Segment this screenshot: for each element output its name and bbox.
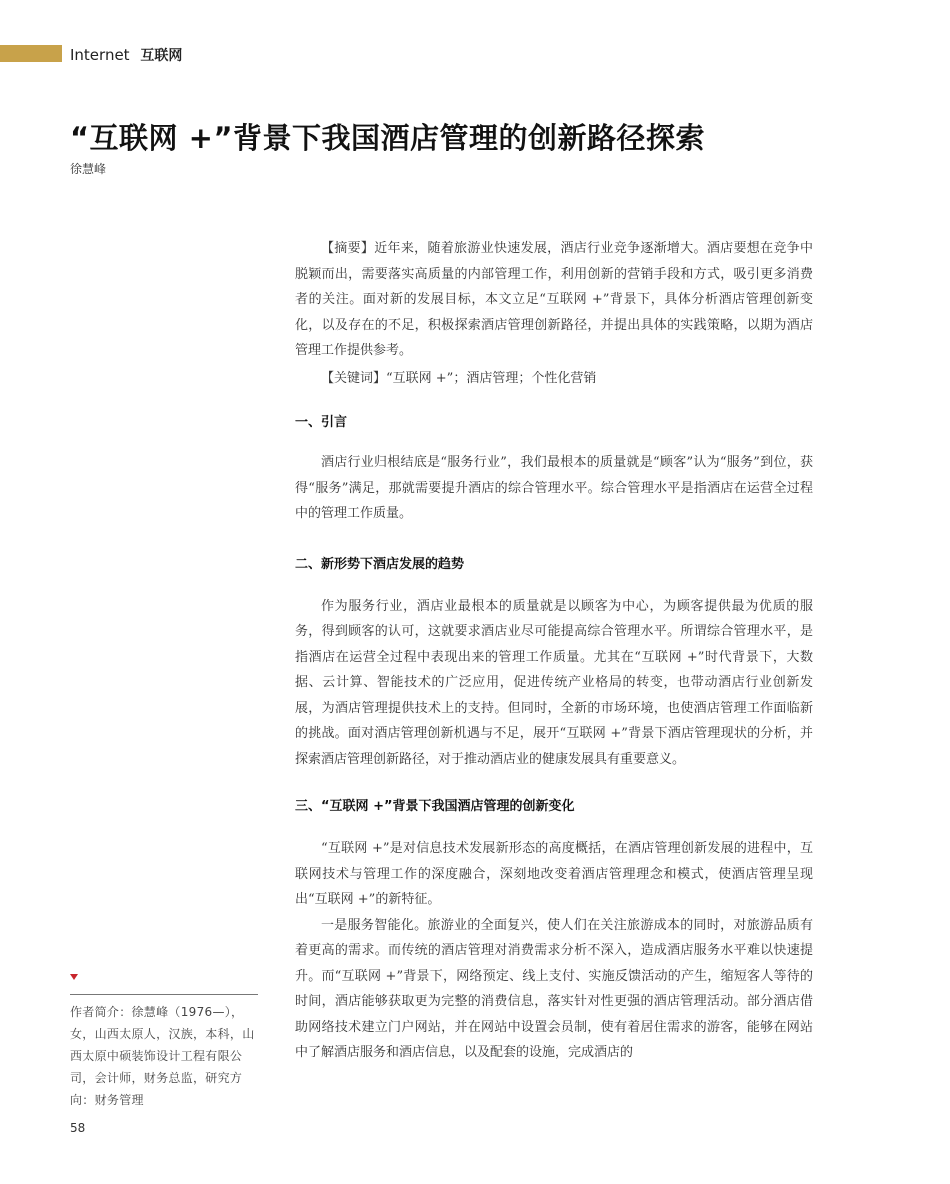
paragraph: 酒店行业归根结底是“服务行业”，我们最根本的质量就是“顾客”认为“服务”到位，获得“服务”满足，那就需要提升酒店的综合管理水平。综合管理水平是指酒店在运营全过程中的管理工作质量。	[295, 455, 813, 521]
section-heading: 一、引言	[295, 415, 348, 430]
section-accent-bar	[0, 45, 62, 62]
paragraph: 作为服务行业，酒店业最根本的质量就是以顾客为中心，为顾客提供最为优质的服务，得到顾客的认可，这就要求酒店业尽可能提高综合管理水平。所谓综合管理水平，是指酒店在运营全过程中表现出来的管理工作质量。尤其在“互联网 +”时代背景下，大数据、云计算、智能技术的广泛应用，促进传统产业格局的转变，也带动酒店行业创新发展，为酒店管理提供技术上的支持。但同时，全新的市场环境，也使酒店管理工作面临新的挑战。面对酒店管理创新机遇与不足，展开“互联网 +”背景下酒店管理现状的分析，并探索酒店管理创新路径，对于推动酒店业的健康发展具有重要意义。	[295, 598, 813, 767]
article-title: “互联网 +”背景下我国酒店管理的创新路径探索	[70, 121, 706, 155]
author-bio: 作者简介：徐慧峰（1976—），女，山西太原人，汉族，本科，山西太原中硕装饰设计工程有限公司，会计师，财务总监，研究方向：财务管理	[70, 1005, 255, 1107]
paragraph: “互联网 +”是对信息技术发展新形态的高度概括，在酒店管理创新发展的进程中，互联网技术与管理工作的深度融合，深刻地改变着酒店管理理念和模式，使酒店管理呈现出“互联网 +”的新特征。	[295, 841, 813, 907]
paragraph: 一是服务智能化。旅游业的全面复兴，使人们在关注旅游成本的同时，对旅游品质有着更高的需求。而传统的酒店管理对消费需求分析不深入，造成酒店服务水平难以快速提升。而“互联网 +”背景下，网络预定、线上支付、实施反馈活动的产生，缩短客人等待的时间，酒店能够获取更为完整的消费信息，落实针对性更强的酒店管理活动。部分酒店借助网络技术建立门户网站，并在网站中设置会员制，使有着居住需求的游客，能够在网站中了解酒店服务和酒店信息，以及配套的设施，完成酒店的	[295, 917, 813, 1060]
article-author: 徐慧峰	[70, 162, 107, 176]
section-tag-cn: 互联网	[140, 48, 183, 64]
section-heading: 二、新形势下酒店发展的趋势	[295, 556, 465, 572]
bio-marker-icon	[70, 974, 78, 980]
article-body	[295, 236, 813, 1066]
abstract: 【摘要】近年来，随着旅游业快速发展，酒店行业竞争逐渐增大。酒店要想在竞争中脱颖而出，需要落实高质量的内部管理工作，利用创新的营销手段和方式，吸引更多消费者的关注。面对新的发展目标，本文立足“互联网 +”背景下，具体分析酒店管理创新变化，以及存在的不足，积极探索酒店管理创新路径，并提出具体的实践策略，以期为酒店管理工作提供参考。	[295, 241, 813, 358]
keywords: 【关键词】“互联网 +”；酒店管理；个性化营销	[321, 370, 597, 386]
section-tag-en: Internet	[70, 46, 130, 64]
section-tag	[70, 45, 182, 66]
page-number: 58	[70, 1121, 86, 1135]
section-heading: 三、“互联网 +”背景下我国酒店管理的创新变化	[295, 799, 575, 814]
bio-divider	[70, 994, 258, 995]
